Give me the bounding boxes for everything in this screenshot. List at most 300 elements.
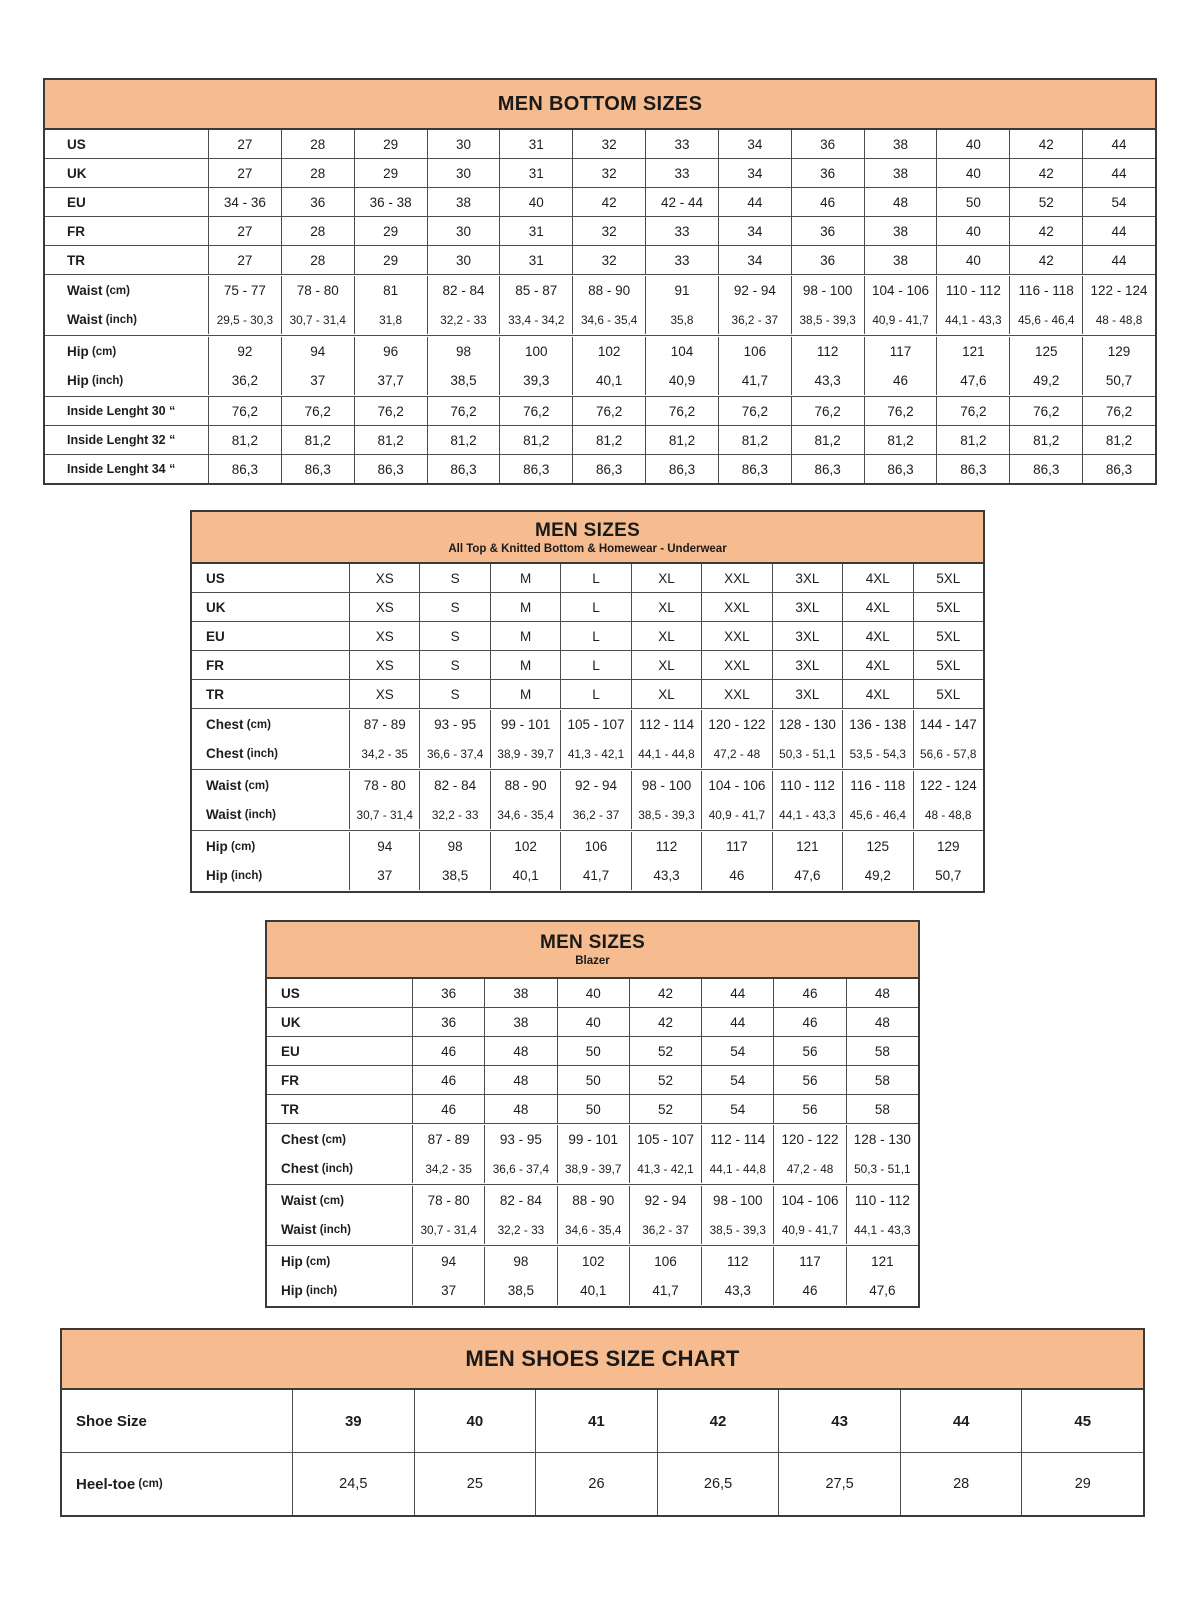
value-cell: 40,9 - 41,7 [781, 1222, 839, 1237]
value-cell: 48 [874, 985, 890, 1001]
value-cell: 76,2 [668, 403, 696, 419]
value-column [499, 426, 572, 454]
row-label-text: Chest [281, 1132, 319, 1147]
value-column [557, 1125, 629, 1183]
row-label [67, 246, 85, 274]
row-label [206, 651, 224, 679]
value-cell: 105 - 107 [567, 717, 625, 732]
value-column [773, 1008, 845, 1036]
value-cell: 42 [1038, 223, 1054, 239]
row-label-text: UK [67, 165, 87, 181]
row-label-cell [267, 1008, 412, 1036]
table-body [45, 130, 1155, 483]
table-body [192, 564, 983, 891]
value-column [718, 246, 791, 274]
row-label [281, 1095, 299, 1123]
value-cell: 46 [802, 985, 818, 1001]
value-column [701, 1186, 773, 1244]
row-label-cell [267, 1247, 412, 1305]
value-column [557, 1037, 629, 1065]
value-cell: 46 [441, 1101, 457, 1117]
value-cell: 76,2 [596, 403, 623, 419]
value-column [354, 426, 427, 454]
row-label [206, 861, 262, 890]
row-label [206, 800, 276, 829]
value-cell: 50 [585, 1072, 601, 1088]
value-cell: 120 - 122 [781, 1132, 839, 1147]
men-sizes-top-table [190, 510, 985, 893]
value-column [535, 1453, 657, 1515]
value-column [791, 426, 864, 454]
value-column [499, 130, 572, 158]
value-cell: 37,7 [377, 373, 404, 388]
value-cell: 4XL [865, 628, 890, 644]
value-cell: 76,2 [814, 403, 841, 419]
value-column [718, 455, 791, 483]
value-cell: 29 [383, 252, 399, 268]
value-cell: 44,1 - 43,3 [779, 807, 836, 822]
value-cell: 45,6 - 46,4 [849, 807, 906, 822]
row-label-text: Waist [67, 283, 103, 298]
value-cell: 35,8 [670, 312, 694, 327]
value-cell: 38 [893, 165, 909, 181]
value-cell: 87 - 89 [427, 1132, 470, 1147]
value-column [629, 1186, 701, 1244]
row-label [67, 217, 85, 245]
value-cell: 129 [936, 839, 960, 854]
value-cell: 44,1 - 44,8 [638, 746, 695, 761]
value-cell: 92 - 94 [644, 1193, 687, 1208]
value-column [484, 1125, 556, 1183]
value-column [354, 217, 427, 245]
value-column [773, 1037, 845, 1065]
value-column [281, 426, 354, 454]
value-column [349, 593, 419, 621]
table-title: MEN SIZES [539, 932, 646, 953]
value-column [281, 397, 354, 425]
value-cell: 104 - 106 [781, 1193, 839, 1208]
value-cell: 94 [441, 1254, 457, 1269]
value-column [484, 1095, 556, 1123]
table-section [45, 216, 1155, 245]
table-title: MEN SIZES [534, 519, 641, 541]
value-column [427, 159, 500, 187]
value-cell: 117 [799, 1254, 821, 1269]
table-section [62, 1452, 1143, 1515]
value-column [718, 159, 791, 187]
value-cell: 88 - 90 [504, 778, 547, 793]
value-column [484, 1008, 556, 1036]
value-column [772, 680, 842, 708]
value-cell: 36 [310, 194, 326, 210]
value-cell: 28 [310, 252, 326, 268]
value-cell: 42 [1038, 252, 1054, 268]
value-cell: 39,3 [523, 373, 550, 388]
value-cell: 47,6 [869, 1283, 896, 1298]
value-column [645, 276, 718, 334]
value-column [354, 188, 427, 216]
value-cell: 47,6 [960, 373, 987, 388]
value-cell: 41 [588, 1412, 605, 1430]
value-cell: S [450, 570, 460, 586]
value-cell: 39 [344, 1412, 362, 1430]
value-cell: 121 [871, 1254, 894, 1269]
value-column [718, 337, 791, 395]
row-label [206, 739, 278, 768]
value-cell: 37 [310, 373, 326, 388]
value-column [645, 130, 718, 158]
value-column [773, 1095, 845, 1123]
value-cell: 28 [310, 223, 326, 239]
table-section [45, 425, 1155, 454]
value-column [1009, 217, 1082, 245]
value-cell: 31 [528, 252, 544, 268]
table-section [267, 1245, 918, 1306]
row-label-text: Waist [67, 312, 103, 327]
value-cell: 46 [802, 1014, 818, 1030]
value-column [490, 564, 560, 592]
table-section [45, 396, 1155, 425]
value-column [414, 1390, 536, 1452]
value-cell: 30,7 - 31,4 [356, 807, 413, 822]
value-column [846, 1186, 918, 1244]
value-column [560, 564, 630, 592]
value-cell: 47,2 - 48 [786, 1161, 834, 1176]
row-label-text: Hip [67, 344, 89, 359]
value-cell: 129 [1107, 344, 1131, 359]
value-cell: 98 [513, 1254, 529, 1269]
value-column [936, 217, 1009, 245]
value-cell: 44 [730, 985, 746, 1001]
row-label [67, 397, 175, 425]
value-column [412, 979, 484, 1007]
value-cell: 87 - 89 [363, 717, 406, 732]
value-cell: 81,2 [887, 432, 914, 448]
row-label [281, 1215, 351, 1244]
value-column [208, 130, 281, 158]
value-cell: 86,3 [741, 461, 768, 477]
value-cell: 121 [962, 344, 985, 359]
value-cell: 86,3 [450, 461, 477, 477]
value-column [427, 276, 500, 334]
value-cell: 31 [528, 165, 544, 181]
value-cell: 41,3 - 42,1 [637, 1161, 694, 1176]
value-column [791, 276, 864, 334]
value-cell: 5XL [936, 599, 961, 615]
value-column [936, 337, 1009, 395]
value-column [629, 1125, 701, 1183]
value-cell: 41,7 [741, 373, 768, 388]
value-column [412, 1095, 484, 1123]
table-section [192, 830, 983, 891]
row-label-unit: (inch) [227, 869, 263, 882]
value-column [557, 979, 629, 1007]
value-cell: 128 - 130 [853, 1132, 911, 1147]
value-cell: 5XL [936, 628, 961, 644]
value-column [718, 188, 791, 216]
value-cell: 34 [747, 252, 763, 268]
row-label [281, 1066, 299, 1094]
value-column [629, 1066, 701, 1094]
value-cell: 32 [601, 165, 617, 181]
value-column [208, 397, 281, 425]
table-section [192, 650, 983, 679]
row-label-text: US [281, 985, 300, 1001]
value-column [701, 1066, 773, 1094]
value-cell: 32,2 - 33 [431, 807, 479, 822]
value-column [936, 159, 1009, 187]
value-cell: M [519, 599, 532, 615]
value-column [701, 1125, 773, 1183]
value-column [631, 710, 701, 768]
table-subtitle: All Top & Knitted Bottom & Homewear - Underwear [448, 542, 727, 555]
value-cell: 29 [383, 165, 399, 181]
value-cell: 36,2 - 37 [731, 312, 779, 327]
value-column [484, 1066, 556, 1094]
value-column [631, 564, 701, 592]
value-cell: 34 [747, 136, 763, 152]
value-column [864, 246, 937, 274]
value-column [1009, 397, 1082, 425]
value-column [701, 979, 773, 1007]
row-label-text: FR [206, 657, 224, 673]
row-label-text: Chest [206, 717, 244, 732]
value-column [772, 651, 842, 679]
value-column [572, 337, 645, 395]
value-column [936, 397, 1009, 425]
value-cell: 106 [654, 1254, 677, 1269]
value-cell: 94 [310, 344, 326, 359]
value-cell: 81 [383, 283, 399, 298]
value-column [208, 159, 281, 187]
row-label-text: Heel-toe [76, 1475, 136, 1493]
value-cell: 98 - 100 [712, 1193, 763, 1208]
value-cell: 81,2 [741, 432, 768, 448]
table-header [45, 80, 1155, 130]
value-column [419, 622, 489, 650]
value-column [281, 337, 354, 395]
value-cell: 112 - 114 [638, 717, 694, 732]
row-label-text: Hip [206, 839, 228, 854]
value-cell: 81,2 [1105, 432, 1133, 448]
value-column [412, 1066, 484, 1094]
value-cell: 31 [528, 223, 544, 239]
row-label-text: UK [206, 599, 226, 615]
value-column [846, 1066, 918, 1094]
value-column [846, 1037, 918, 1065]
value-cell: 5XL [936, 686, 961, 702]
value-column [560, 771, 630, 829]
value-cell: 86,3 [304, 461, 331, 477]
value-column [645, 397, 718, 425]
value-column [412, 1008, 484, 1036]
value-column [208, 337, 281, 395]
row-label-cell [267, 979, 412, 1007]
row-label-cell [45, 159, 208, 187]
value-column [490, 593, 560, 621]
value-cell: L [592, 686, 600, 702]
value-cell: 81,2 [596, 432, 623, 448]
row-label-cell [267, 1066, 412, 1094]
value-column [499, 455, 572, 483]
value-cell: 86,3 [231, 461, 259, 477]
row-label-unit: (inch) [102, 313, 138, 326]
value-cell: 43,3 [724, 1283, 751, 1298]
value-cell: 38 [893, 136, 909, 152]
row-label-text: Hip [281, 1254, 303, 1269]
value-cell: 86,3 [523, 461, 550, 477]
row-label-unit: (inch) [318, 1162, 354, 1175]
value-column [629, 1037, 701, 1065]
value-cell: 44,1 - 44,8 [709, 1161, 766, 1176]
value-column [1082, 130, 1155, 158]
value-cell: 33 [674, 223, 690, 239]
value-column [864, 217, 937, 245]
value-column [354, 159, 427, 187]
value-cell: 38 [455, 194, 471, 210]
row-label-unit: (cm) [135, 1478, 163, 1490]
row-label [281, 1186, 344, 1215]
value-cell: 58 [874, 1072, 890, 1088]
value-column [701, 1095, 773, 1123]
value-cell: 112 - 114 [710, 1132, 766, 1147]
value-cell: 78 - 80 [427, 1193, 470, 1208]
table-section [192, 708, 983, 769]
value-cell: 36 [820, 136, 836, 152]
value-cell: 27 [237, 252, 253, 268]
value-column [281, 159, 354, 187]
value-cell: 105 - 107 [636, 1132, 694, 1147]
value-cell: 38,5 [507, 1283, 535, 1298]
value-cell: 93 - 95 [434, 717, 477, 732]
row-label-cell [192, 680, 349, 708]
table-section [45, 274, 1155, 335]
value-column [208, 188, 281, 216]
value-column [657, 1453, 779, 1515]
value-cell: XL [658, 686, 675, 702]
value-cell: 48 - 48,8 [1095, 312, 1143, 327]
value-column [484, 1037, 556, 1065]
value-column [1009, 337, 1082, 395]
value-column [1009, 455, 1082, 483]
value-cell: 26,5 [703, 1476, 733, 1492]
value-cell: 82 - 84 [499, 1193, 542, 1208]
row-label-unit: (cm) [243, 718, 271, 731]
value-cell: 81,2 [450, 432, 477, 448]
value-column [778, 1390, 900, 1452]
value-cell: 5XL [936, 570, 961, 586]
value-column [560, 651, 630, 679]
value-column [864, 337, 937, 395]
value-cell: XS [375, 599, 394, 615]
row-label [67, 426, 175, 454]
value-column [281, 130, 354, 158]
value-column [419, 710, 489, 768]
value-cell: 50,3 - 51,1 [854, 1161, 911, 1176]
table-section [192, 621, 983, 650]
value-cell: 76,2 [960, 403, 987, 419]
row-label [206, 622, 225, 650]
value-column [842, 832, 912, 890]
value-cell: 120 - 122 [708, 717, 766, 732]
table-section [267, 1036, 918, 1065]
value-column [772, 710, 842, 768]
value-column [913, 622, 983, 650]
value-cell: 56,6 - 57,8 [920, 746, 977, 761]
row-label-cell [192, 710, 349, 768]
value-column [701, 1247, 773, 1305]
value-column [1082, 246, 1155, 274]
value-cell: 91 [674, 283, 690, 298]
value-column [354, 397, 427, 425]
row-label-text: Waist [281, 1193, 317, 1208]
value-column [499, 246, 572, 274]
value-cell: 40,9 - 41,7 [872, 312, 929, 327]
value-column [842, 651, 912, 679]
table-section [62, 1390, 1143, 1452]
value-cell: 38 [893, 252, 909, 268]
value-column [292, 1390, 414, 1452]
value-column [701, 564, 771, 592]
value-cell: 38 [513, 1014, 529, 1030]
value-cell: 38,5 - 39,3 [638, 807, 695, 822]
row-label [281, 1154, 353, 1183]
row-label-text: Waist [206, 807, 242, 822]
value-column [842, 564, 912, 592]
row-label-text: Shoe Size [76, 1412, 147, 1430]
value-cell: S [450, 628, 460, 644]
value-column [499, 337, 572, 395]
value-cell: 40 [965, 165, 981, 181]
value-cell: 81,2 [960, 432, 987, 448]
row-label-text: TR [206, 686, 224, 702]
value-cell: 36,6 - 37,4 [492, 1161, 550, 1176]
value-column [1082, 276, 1155, 334]
row-label-cell [192, 832, 349, 890]
table-section [267, 1184, 918, 1245]
row-label-cell [267, 1095, 412, 1123]
value-column [499, 159, 572, 187]
row-label-text: US [206, 570, 225, 586]
value-cell: 38,5 [450, 373, 477, 388]
value-column [557, 1247, 629, 1305]
value-cell: 52 [657, 1101, 673, 1117]
value-cell: 36 [820, 165, 836, 181]
value-cell: 86,3 [960, 461, 987, 477]
value-cell: 75 - 77 [223, 283, 266, 298]
value-column [631, 680, 701, 708]
value-column [490, 622, 560, 650]
value-column [629, 1008, 701, 1036]
value-cell: 93 - 95 [499, 1132, 542, 1147]
row-label [281, 979, 300, 1007]
value-column [772, 564, 842, 592]
row-label [67, 366, 123, 395]
value-cell: 50 [585, 1101, 601, 1117]
value-cell: 106 [584, 839, 608, 854]
men-sizes-blazer-table [265, 920, 920, 1308]
value-cell: 76,2 [377, 403, 404, 419]
value-cell: 56 [802, 1101, 818, 1117]
value-cell: 49,2 [864, 868, 891, 883]
value-column [349, 832, 419, 890]
value-cell: 27 [237, 223, 253, 239]
value-cell: 128 - 130 [778, 717, 836, 732]
row-label-unit: (inch) [316, 1223, 352, 1236]
value-cell: 5XL [936, 657, 961, 673]
value-cell: L [592, 570, 600, 586]
value-cell: 29,5 - 30,3 [216, 312, 274, 327]
